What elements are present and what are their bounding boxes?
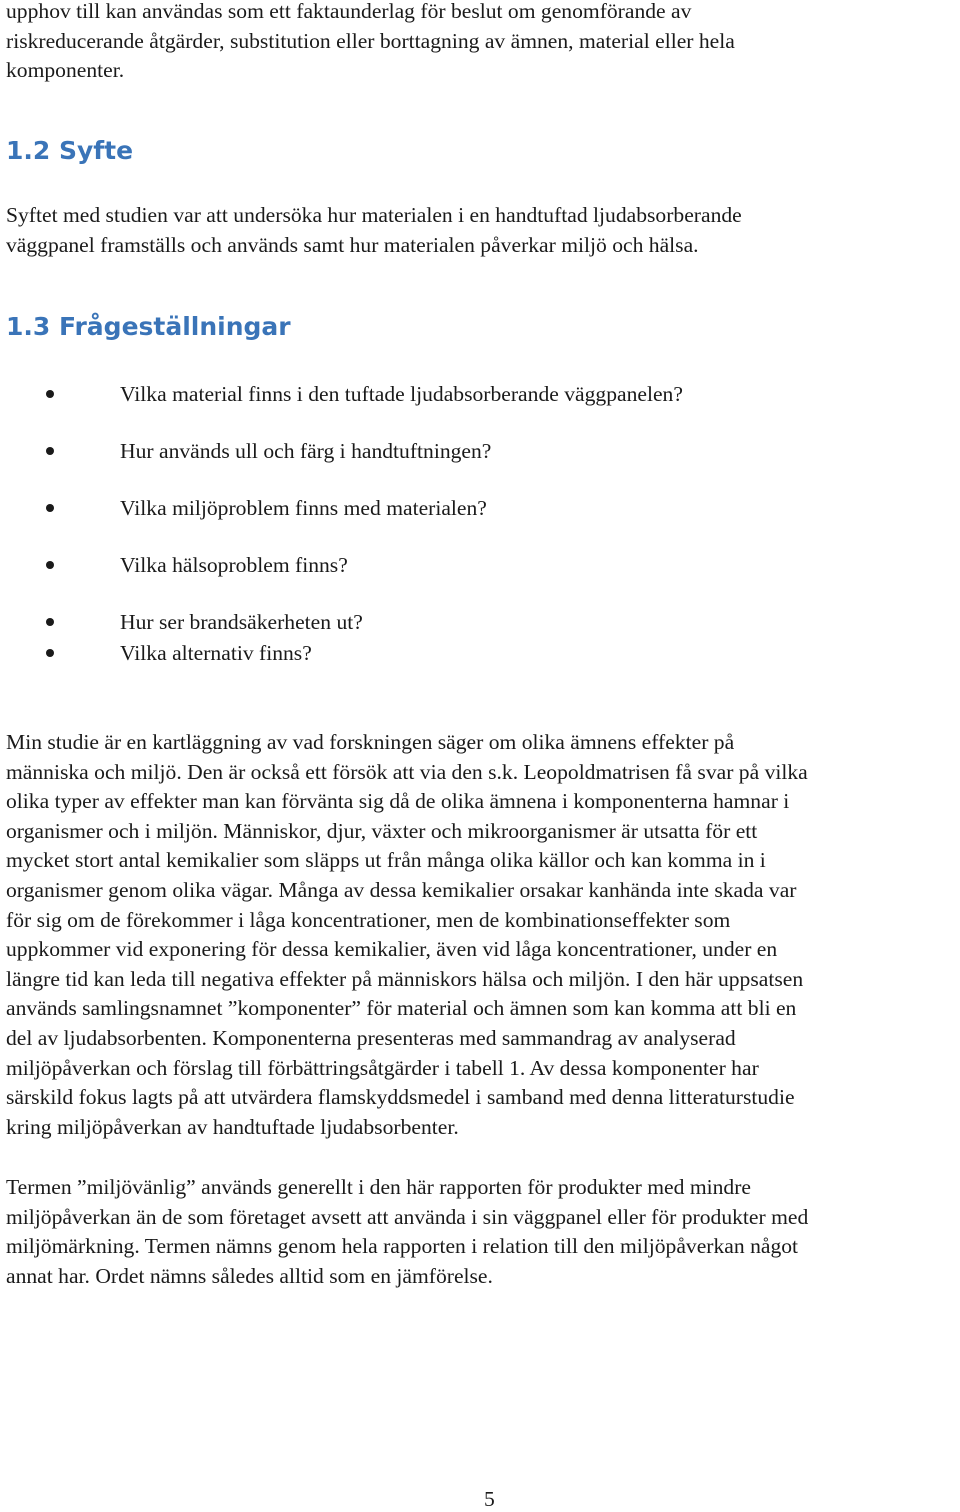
syfte-line: Syftet med studien var att undersöka hur materialen i en handtuftad ljudabsorberande: [6, 203, 742, 227]
list-item: [120, 437, 491, 465]
list-item: [120, 551, 348, 579]
body-line: särskild fokus lagts på att utvärdera flamskyddsmedel i samband med denna litteraturstudie: [6, 1085, 795, 1110]
list-item: [120, 608, 363, 636]
body-paragraph-1: [6, 728, 958, 1142]
body-line: för sig om de förekommer i låga koncentrationer, men de kombinationseffekter som: [6, 907, 731, 932]
body-line: mycket stort antal kemikalier som släpps ut från många olika källor och kan komma in i: [6, 848, 766, 873]
body-line: annat har. Ordet nämns således alltid som en jämförelse.: [6, 1263, 493, 1288]
syfte-paragraph: [6, 201, 958, 260]
bullet-icon: [46, 618, 54, 626]
body-line: miljöpåverkan än de som företaget avsett att använda i sin väggpanel eller för produkter med: [6, 1204, 809, 1229]
body-line: miljömärkning. Termen nämns genom hela rapporten i relation till den miljöpåverkan något: [6, 1234, 799, 1259]
body-line: del av ljudabsorbenten. Komponenterna presenteras med sammandrag av analyserad: [6, 1025, 736, 1050]
list-item-text: Hur används ull och färg i handtuftningen?: [120, 439, 492, 463]
list-item: [120, 380, 683, 408]
intro-line: upphov till kan användas som ett faktaunderlag för beslut om genomförande av: [6, 0, 692, 23]
heading-fragestallningar: 1.3 Frågeställningar: [6, 312, 291, 341]
bullet-icon: [46, 649, 54, 657]
bullet-icon: [46, 390, 54, 398]
bullet-icon: [46, 561, 54, 569]
body-line: Termen ”miljövänlig” används generellt i den här rapporten för produkter med mindre: [6, 1175, 752, 1199]
page-number: 5: [484, 1487, 495, 1511]
body-line: kring miljöpåverkan av handtuftade ljudabsorbenter.: [6, 1114, 459, 1139]
body-line: Min studie är en kartläggning av vad forskningen säger om olika ämnens effekter på: [6, 730, 735, 754]
list-item-text: Vilka miljöproblem finns med materialen?: [120, 496, 487, 520]
body-line: olika typer av effekter man kan förvänta sig då de olika ämnena i komponenterna hamnar i: [6, 789, 790, 814]
intro-line: riskreducerande åtgärder, substitution eller borttagning av ämnen, material eller hela: [6, 28, 735, 53]
syfte-line: väggpanel framställs och används samt hur materialen påverkar miljö och hälsa.: [6, 232, 699, 257]
body-line: organismer och i miljön. Människor, djur, växter och mikroorganismer är utsatta för ett: [6, 818, 758, 843]
body-line: miljöpåverkan och förslag till förbättringsåtgärder i tabell 1. Av dessa komponenter har: [6, 1055, 759, 1080]
body-line: organismer genom olika vägar. Många av dessa kemikalier orsakar kanhända inte skada var: [6, 877, 797, 902]
body-line: uppkommer vid exponering för dessa kemikalier, även vid låga koncentrationer, under en: [6, 937, 778, 962]
list-item-text: Vilka hälsoproblem finns?: [120, 553, 348, 577]
bullet-icon: [46, 447, 54, 455]
list-item-text: Hur ser brandsäkerheten ut?: [120, 610, 363, 634]
heading-syfte: 1.2 Syfte: [6, 136, 134, 165]
intro-paragraph: [6, 0, 958, 86]
list-item-text: Vilka material finns i den tuftade ljudabsorberande väggpanelen?: [120, 382, 683, 406]
list-item: [120, 494, 487, 522]
body-line: människa och miljö. Den är också ett försök att via den s.k. Leopoldmatrisen få svar på vilka: [6, 759, 808, 784]
body-line: längre tid kan leda till negativa effekter på människors hälsa och miljön. I den här uppsatsen: [6, 966, 804, 991]
bullet-icon: [46, 504, 54, 512]
list-item: [120, 639, 312, 667]
list-item-text: Vilka alternativ finns?: [120, 641, 312, 665]
body-line: används samlingsnamnet ”komponenter” för material och ämnen som kan komma att bli en: [6, 996, 797, 1021]
body-paragraph-2: [6, 1173, 958, 1291]
intro-line: komponenter.: [6, 58, 125, 83]
